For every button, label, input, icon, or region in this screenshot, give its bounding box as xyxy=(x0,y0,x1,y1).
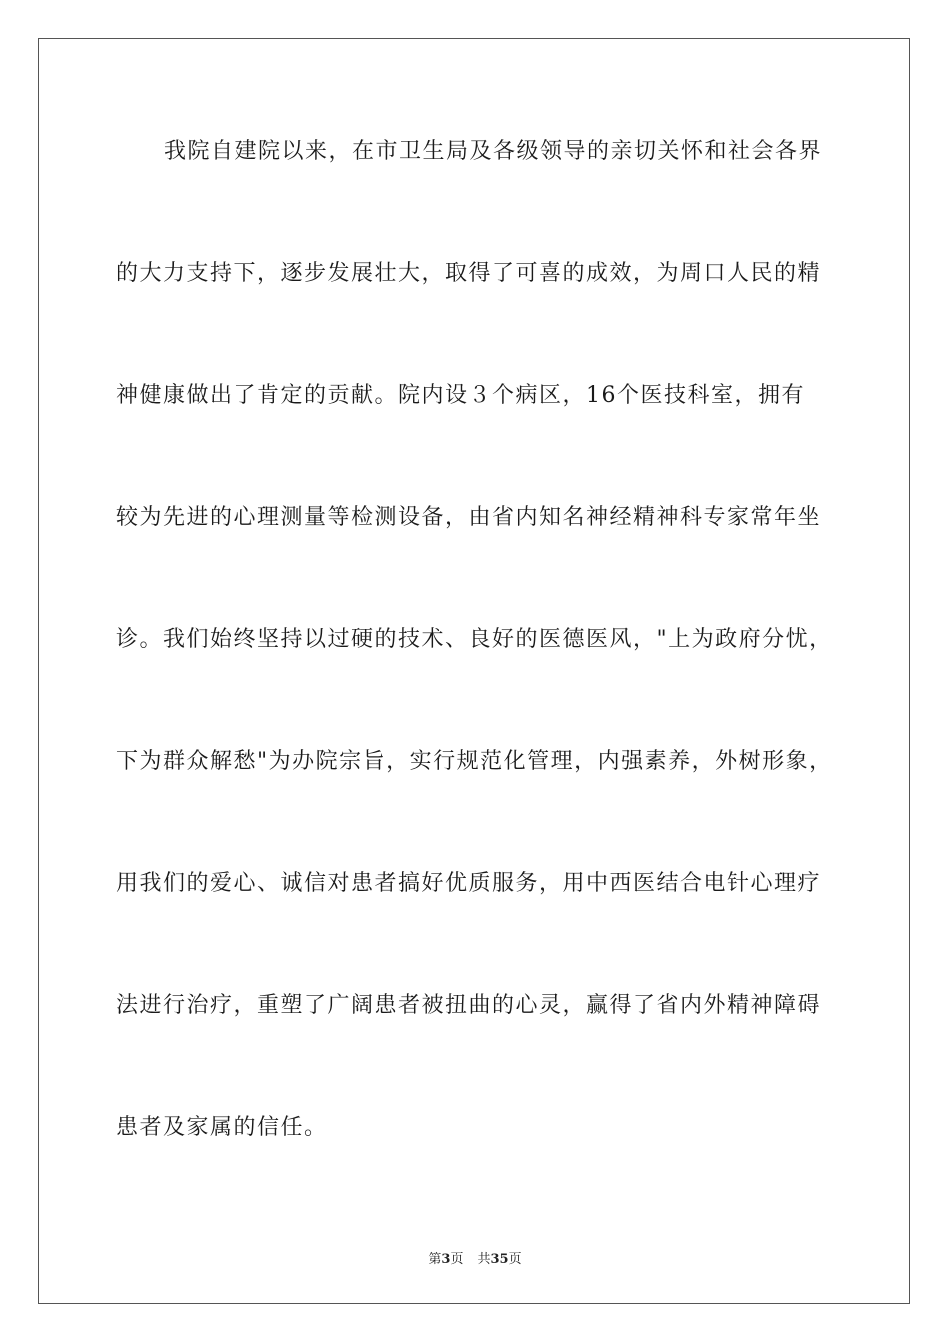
total-label-suffix: 页 xyxy=(508,1252,522,1267)
paragraph-line: 我院自建院以来，在市卫生局及各级领导的亲切关怀和社会各界 xyxy=(164,139,823,164)
page-label-suffix: 页 xyxy=(450,1252,464,1267)
paragraph-line: 用我们的爱心、诚信对患者搞好优质服务，用中西医结合电针心理疗 xyxy=(116,871,822,896)
paragraph-line: 神健康做出了肯定的贡献。院内设３个病区，16个医技科室，拥有 xyxy=(116,383,805,408)
page-label-prefix: 第 xyxy=(428,1252,442,1267)
page-footer xyxy=(0,1248,950,1267)
paragraph-line: 下为群众解愁"为办院宗旨，实行规范化管理，内强素养，外树形象， xyxy=(116,749,833,774)
paragraph-line: 的大力支持下，逐步发展壮大，取得了可喜的成效，为周口人民的精 xyxy=(116,261,822,286)
paragraph-line: 法进行治疗，重塑了广阔患者被扭曲的心灵，赢得了省内外精神障碍 xyxy=(116,993,822,1018)
current-page-number: 3 xyxy=(441,1252,451,1267)
paragraph-line: 患者及家属的信任。 xyxy=(116,1115,328,1140)
total-label-prefix: 共 xyxy=(477,1252,491,1267)
paragraph-line: 较为先进的心理测量等检测设备，由省内知名神经精神科专家常年坐 xyxy=(116,505,822,530)
total-page-number: 35 xyxy=(490,1252,509,1267)
paragraph-line: 诊。我们始终坚持以过硬的技术、良好的医德医风，"上为政府分忧， xyxy=(116,627,833,652)
